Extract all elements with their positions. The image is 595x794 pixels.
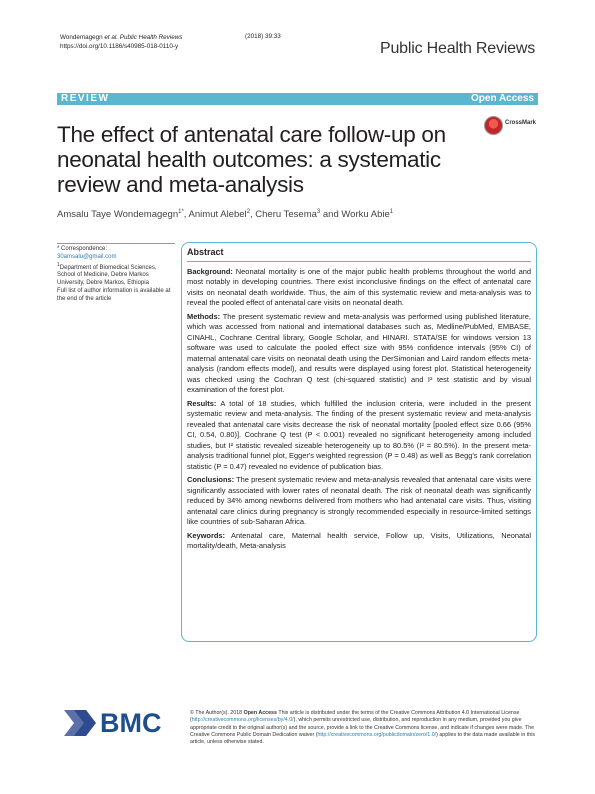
author-3-sup: 3 <box>316 209 321 215</box>
author-2-sup: 2 <box>246 209 250 215</box>
methods-label: Methods: <box>187 311 221 321</box>
abstract-methods <box>187 312 531 396</box>
license-text-2: ), which permits unrestricted use, distribution, and reproduction in any medium, provided you give appropriate credit to the original author(s) and the source, provide a link to the Creative Commons license, and indicate if changes were made. The Creative Commons Public Domain Dedication waiver ( <box>190 717 535 738</box>
crossmark-icon <box>484 116 503 135</box>
year-volume: (2018) 39:33 <box>245 33 281 40</box>
citation-journal: et al. Public Health Reviews <box>104 34 183 41</box>
license-copyright: © The Author(s). 2018 <box>190 710 244 716</box>
license-text-3: ) applies to the data made available in this article, unless otherwise stated. <box>190 731 536 746</box>
author-1-sup: 1* <box>178 209 184 215</box>
license-text-1: This article is distributed under the terms of the Creative Commons Attribution 4.0 International License ( <box>190 710 520 724</box>
abstract-box <box>181 242 537 642</box>
abstract-results <box>187 399 531 473</box>
affiliation-text: Department of Biomedical Sciences, School of Medicine, Debre Markos University, Debre Markos, Ethiopia <box>57 264 157 287</box>
author-2: , Animut Alebel <box>183 209 247 221</box>
conclusions-text: The present systematic review and meta-analysis revealed that antenatal care visits were significantly associated with lower rates of neonatal death. The risk of neonatal death was significantly reduced by 34% among newborns delivered from mothers who had antenatal care visits. Thus, visiting antenatal care clinics during pregnancy is strongly recommended especially in resource-limited settings like countries of sub-Saharan Africa. <box>187 475 531 526</box>
article-type-label: REVIEW <box>61 93 110 104</box>
article-title: The effect of antenatal care follow-up on neonatal health outcomes: a systematic review and meta-analysis <box>57 122 446 197</box>
abstract-conclusions <box>187 475 531 528</box>
background-label: Background: <box>187 266 233 276</box>
correspondence-label: * Correspondence: <box>57 246 108 252</box>
abstract-keywords <box>187 531 531 552</box>
keywords-label: Keywords: <box>187 530 226 540</box>
conclusions-label: Conclusions: <box>187 475 235 484</box>
background-text: Neonatal mortality is one of the major public health problems throughout the world and most notably in developing countries. There exist inconclusive findings on the effect of antenatal care visits on neonatal death worldwide. Thus, the aim of this systematic review and meta-analysis was to reveal the pooled effect of antenatal care visits on neonatal death. <box>187 266 531 307</box>
author-info-note: Full list of author information is available at the end of the article <box>57 287 171 302</box>
results-text: A total of 18 studies, which fulfilled the inclusion criteria, were included in the present systematic review and meta-analysis. The finding of the present systematic review and meta-analysis revealed that antenatal care visits decrease the risk of neonatal mortality [pooled effect size 0.66 (95% CI, 0.54, 0.80)]. Cochrane Q test (P < 0.001) revealed no significant heterogeneity among included studies, but I² statistic revealed sizeable heterogeneity up to 80.5% (I² = 80.5%). In the present meta-analysis traditional funnel plot, Egger's weighted regression (P = 0.48) as well as Begg's rank correlation statistic (P = 0.47) revealed no evidence of publication bias. <box>187 398 531 471</box>
citation-author: Wondemagegn <box>60 34 103 41</box>
doi-link[interactable]: https://doi.org/10.1186/s40985-018-0110-y <box>60 43 179 50</box>
abstract-heading: Abstract <box>187 247 531 262</box>
journal-name: Public Health Reviews <box>380 40 535 57</box>
abstract-background <box>187 267 531 309</box>
keywords-text: Antenatal care, Maternal health service, Follow up, Visits, Utilizations, Neonatal mortality/death, Meta-analysis <box>187 530 531 550</box>
review-banner <box>57 93 538 105</box>
running-header <box>60 33 182 51</box>
open-access-label: Open Access <box>471 93 534 104</box>
author-notes <box>57 243 175 304</box>
author-list <box>57 209 537 220</box>
license-oa: Open Access <box>243 710 277 716</box>
affiliation <box>57 262 175 288</box>
license-footer <box>190 710 540 746</box>
bmc-logo-text: BMC <box>100 708 162 738</box>
methods-text: The present systematic review and meta-analysis was performed using published literature, which was accessed from national and international databases such as, Medline/PubMed, EMBASE, CINAHL, Cochrane Central library, Google Scholar, and HINARI. STATA/SE for windows version 13 software was used to calculate the pooled effect size with 95% confidence intervals (95% CI) of maternal antenatal care visits on neonatal death using the DerSimonian and Laird random effects meta-analysis (random effects model), and results were displayed using forest plot. Statistical heterogeneity was checked using the Cochran Q test (chi-squared statistic) and I² test statistic and by visual examination of the forest plot. <box>187 311 531 394</box>
results-label: Results: <box>187 398 217 408</box>
crossmark-label: CrossMark <box>505 120 537 126</box>
author-3: , Cheru Tesema <box>250 209 317 221</box>
author-4-sup: 1 <box>389 209 394 215</box>
affiliation-sup: 1 <box>57 261 60 268</box>
license-link-zero[interactable]: http://creativecommons.org/publicdomain/zero/1.0/ <box>317 731 437 738</box>
license-link-by[interactable]: http://creativecommons.org/licenses/by/4.0/ <box>191 717 294 724</box>
correspondence-email[interactable]: 30amsalu@gmail.com <box>57 253 117 260</box>
crossmark-badge[interactable] <box>484 116 544 136</box>
author-1: Amsalu Taye Wondemagegn <box>57 209 179 221</box>
author-4: and Worku Abie <box>320 209 390 221</box>
